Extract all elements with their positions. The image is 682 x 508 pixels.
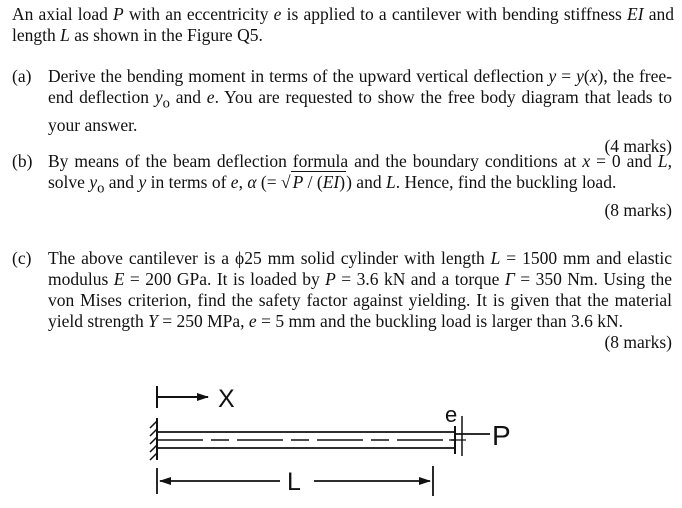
eccentricity-label: e xyxy=(445,402,458,427)
part-c-text: The above cantilever is a ϕ25 mm solid cylinder with length L = 1500 mm and elastic modulus E = 200 GPa. It is loaded by P = 3.6 kN and a torque Γ = 350 Nm. Using the von Mises criterion, find the safety factor against yielding. It is given that the material yield strength Y = 250 MPa, e = 5 mm and the buckling load is larger than 3.6 kN. (8 marks) xyxy=(48,248,673,352)
fixed-support xyxy=(150,418,157,460)
x-axis-label: X xyxy=(218,385,235,413)
load-label: P xyxy=(492,420,511,451)
square-root-expression: √ P / (EI) xyxy=(280,172,346,192)
part-b-text: By means of the beam deflection formula and the boundary conditions at x = 0 and L, solve $y_o$ and y in terms of e, α (= √ P / (EI)) and L. Hence, find the buckling load. (8 marks) xyxy=(48,151,672,220)
part-b-label: (b) xyxy=(12,151,33,171)
question-intro: An axial load P with an eccentricity e is applied to a cantilever with bending stiffness EI and length L as shown in the Figure Q5. xyxy=(12,4,674,45)
part-b-marks: (8 marks) xyxy=(604,199,672,220)
part-a-marks: (4 marks) xyxy=(604,135,672,156)
length-label: L xyxy=(287,468,301,496)
x-axis-indicator xyxy=(157,385,235,413)
part-a-text: Derive the bending moment in terms of the upward vertical deflection y = y(x), the free-end deflection $y_o$ and e. You are requested to show the free body diagram that leads to your answer. (4 marks) xyxy=(48,66,673,156)
part-a-label: (a) xyxy=(12,66,32,86)
part-c-marks: (8 marks) xyxy=(604,332,672,352)
part-c-label: (c) xyxy=(12,248,32,268)
free-end-load xyxy=(445,402,511,456)
cantilever-beam xyxy=(157,432,455,448)
length-dimension xyxy=(157,466,433,496)
